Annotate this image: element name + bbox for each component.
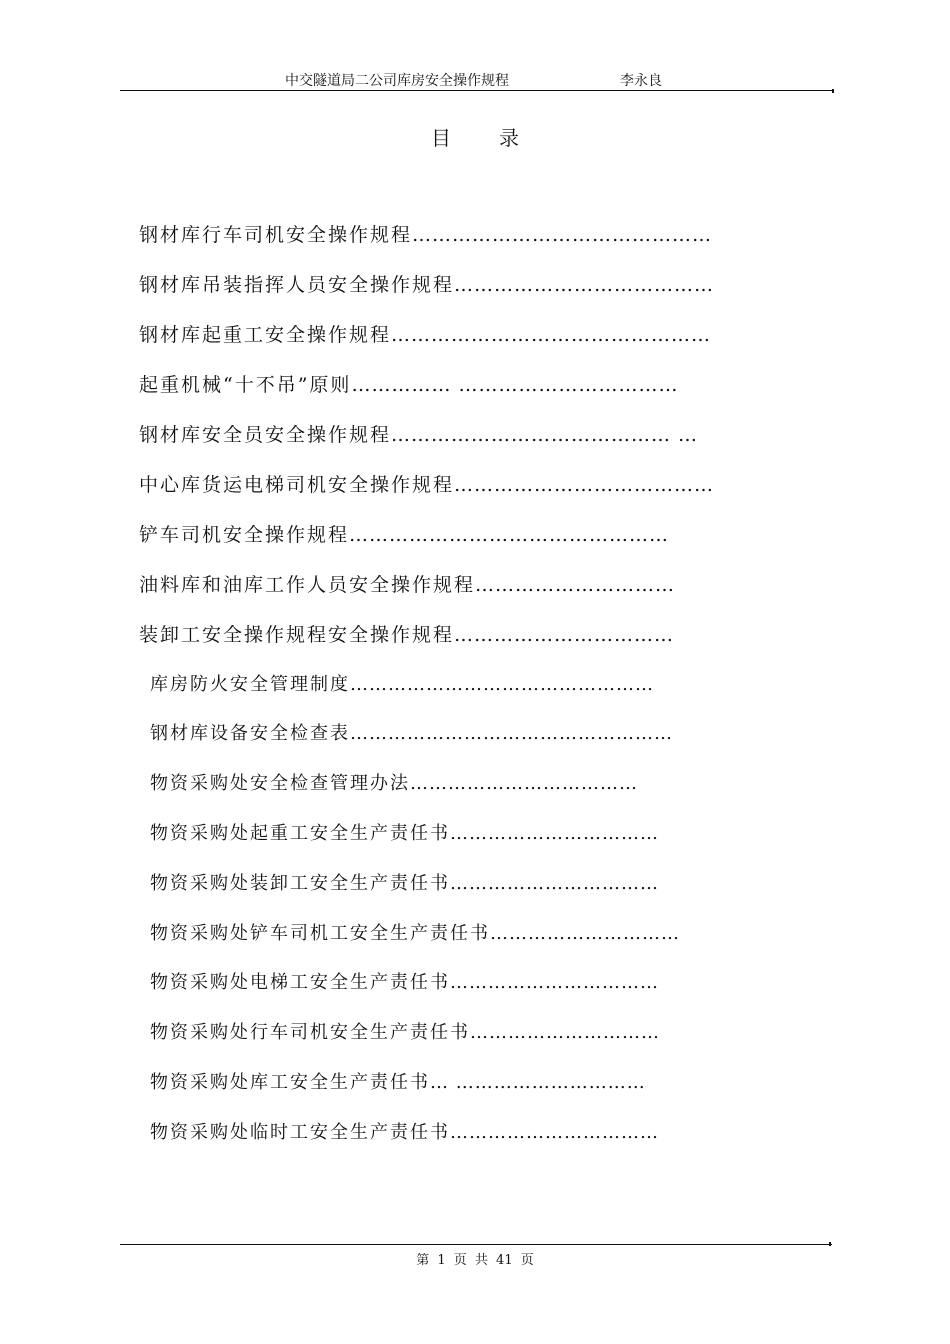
toc-item[interactable] xyxy=(139,223,712,247)
toc-item[interactable] xyxy=(139,423,698,447)
toc-item[interactable] xyxy=(150,1071,646,1095)
toc-item[interactable] xyxy=(150,872,659,896)
toc-item-label: 物资采购处行车司机安全生产责任书 xyxy=(150,1022,470,1043)
page-number: 第 1 页 共 41 页 xyxy=(416,1253,534,1268)
toc-item[interactable] xyxy=(150,1021,660,1045)
toc-item-label: 铲车司机安全操作规程 xyxy=(139,524,350,546)
toc-item-label: 物资采购处装卸工安全生产责任书 xyxy=(150,873,450,894)
toc-item-label: 物资采购处库工安全生产责任书 xyxy=(150,1072,430,1093)
toc-item-leader: ………………………………… xyxy=(454,274,715,296)
header-author: 李永良 xyxy=(620,73,662,89)
footer-rule-mark xyxy=(829,1242,831,1246)
toc-item[interactable] xyxy=(139,473,714,497)
toc-item-label: 钢材库行车司机安全操作规程 xyxy=(139,224,413,246)
toc-item[interactable] xyxy=(139,623,674,647)
toc-item[interactable] xyxy=(139,273,714,297)
toc-item-label: 油料库和油库工作人员安全操作规程 xyxy=(139,574,476,596)
toc-item[interactable] xyxy=(139,373,678,397)
toc-item-leader: …………… …………………………… xyxy=(351,374,679,396)
toc-item-label: 物资采购处临时工安全生产责任书 xyxy=(150,1122,450,1143)
toc-item-leader: ……………………………… xyxy=(410,773,638,794)
toc-item-label: 钢材库安全员安全操作规程 xyxy=(139,424,392,446)
toc-item[interactable] xyxy=(150,922,680,946)
toc-item-leader: … ………………………… xyxy=(430,1072,646,1093)
toc-item-leader: …………………………………… … xyxy=(391,424,699,446)
toc-item[interactable] xyxy=(150,971,659,995)
toc-item-label: 钢材库起重工安全操作规程 xyxy=(139,324,392,346)
toc-item[interactable] xyxy=(150,673,654,697)
toc-item-label: 起重机械“十不吊”原则 xyxy=(139,374,352,396)
toc-item-label: 钢材库吊装指挥人员安全操作规程 xyxy=(139,274,455,296)
toc-item-leader: ………………………………………… xyxy=(349,524,670,546)
toc-item-label: 库房防火安全管理制度 xyxy=(150,674,350,695)
toc-item-leader: ………………………… xyxy=(490,923,680,944)
toc-item-leader: …………………………… xyxy=(450,873,659,894)
toc-item[interactable] xyxy=(150,772,638,796)
toc-item-label: 装卸工安全操作规程安全操作规程 xyxy=(139,624,455,646)
toc-item[interactable] xyxy=(150,722,673,746)
toc-heading: 目录 xyxy=(431,126,567,150)
toc-item-leader: ………………………………………… xyxy=(391,324,712,346)
toc-item[interactable] xyxy=(139,573,675,597)
toc-item-label: 物资采购处安全检查管理办法 xyxy=(150,773,410,794)
toc-item-leader: ……………………………………… xyxy=(412,224,713,246)
toc-item[interactable] xyxy=(150,1121,659,1145)
toc-item-leader: …………………………… xyxy=(454,624,675,646)
toc-item-leader: …………………………………………… xyxy=(350,723,673,744)
header-title: 中交隧道局二公司库房安全操作规程 xyxy=(285,73,509,89)
toc-item[interactable] xyxy=(139,323,711,347)
toc-item-label: 中心库货运电梯司机安全操作规程 xyxy=(139,474,455,496)
toc-item-leader: …………………………… xyxy=(450,1122,659,1143)
toc-item[interactable] xyxy=(139,523,669,547)
toc-item-leader: ………………………………………… xyxy=(350,674,654,695)
toc-item-leader: ………………………… xyxy=(470,1022,660,1043)
toc-item-leader: …………………………… xyxy=(450,972,659,993)
toc-item-label: 物资采购处起重工安全生产责任书 xyxy=(150,823,450,844)
toc-item-label: 物资采购处铲车司机工安全生产责任书 xyxy=(150,923,490,944)
toc-item-label: 钢材库设备安全检查表 xyxy=(150,723,350,744)
toc-item-leader: ………………………… xyxy=(475,574,676,596)
toc-item-leader: ………………………………… xyxy=(454,474,715,496)
footer-rule xyxy=(120,1244,832,1245)
toc-item-leader: …………………………… xyxy=(450,823,659,844)
toc-item-label: 物资采购处电梯工安全生产责任书 xyxy=(150,972,450,993)
toc-item[interactable] xyxy=(150,822,659,846)
